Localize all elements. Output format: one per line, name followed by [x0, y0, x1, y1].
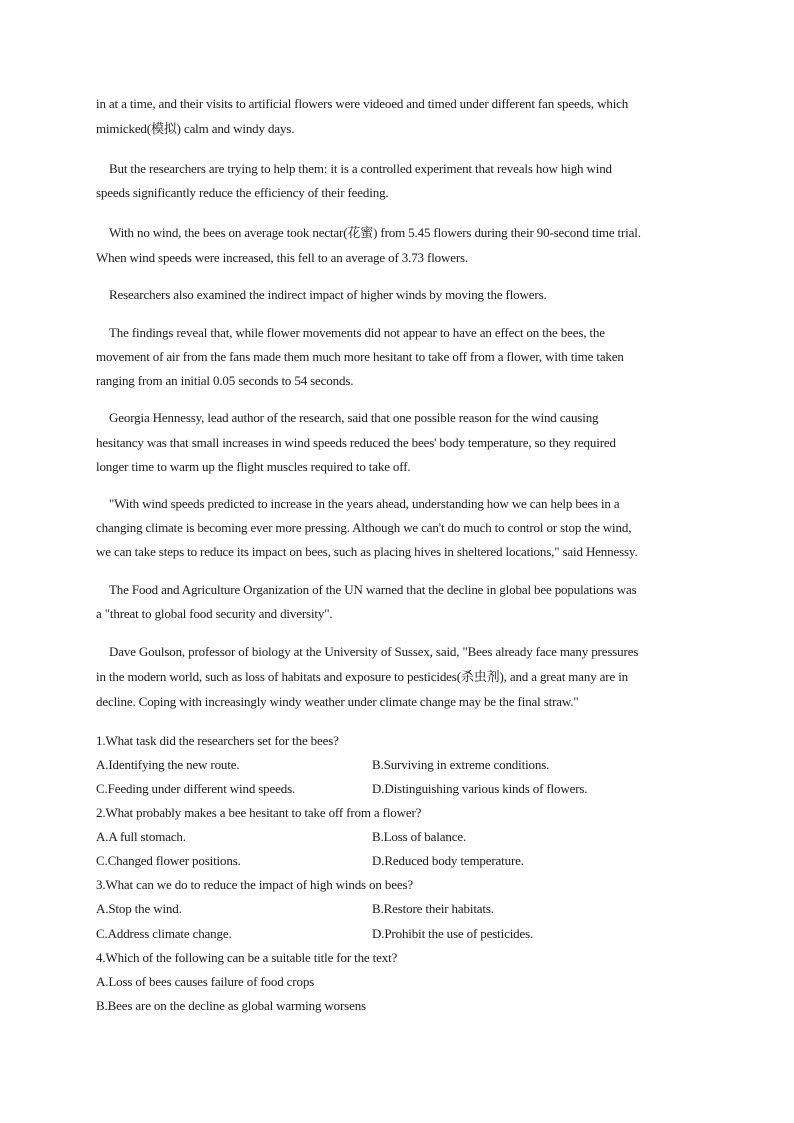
- question-3-option-b: B.Restore their habitats.: [372, 901, 494, 916]
- paragraph-6-line-3: longer time to warm up the flight muscles required to take off.: [96, 459, 411, 474]
- paragraph-8-line-2: a "threat to global food security and diversity".: [96, 606, 333, 621]
- paragraph-5-line-2: movement of air from the fans made them much more hesitant to take off from a flower, with time taken: [96, 349, 624, 364]
- paragraph-7-line-3: we can take steps to reduce its impact on bees, such as placing hives in sheltered locations," said Hennessy.: [96, 544, 638, 559]
- question-2-option-c: C.Changed flower positions.: [96, 853, 241, 868]
- question-2-option-d: D.Reduced body temperature.: [372, 853, 524, 868]
- question-1-stem: 1.What task did the researchers set for the bees?: [96, 733, 339, 748]
- question-1-option-c: C.Feeding under different wind speeds.: [96, 781, 296, 796]
- paragraph-9-line-1: Dave Goulson, professor of biology at the University of Sussex, said, "Bees already face many pressures: [109, 644, 639, 659]
- paragraph-6-line-2: hesitancy was that small increases in wind speeds reduced the bees' body temperature, so they required: [96, 435, 616, 450]
- paragraph-4-line-1: Researchers also examined the indirect impact of higher winds by moving the flowers.: [109, 287, 547, 302]
- paragraph-1-line-2: mimicked(模拟) calm and windy days.: [96, 121, 295, 136]
- question-4-option-b: B.Bees are on the decline as global warming worsens: [96, 998, 366, 1013]
- paragraph-3-line-2: When wind speeds were increased, this fell to an average of 3.73 flowers.: [96, 250, 469, 265]
- question-1-option-a: A.Identifying the new route.: [96, 757, 240, 772]
- question-2-option-b: B.Loss of balance.: [372, 829, 467, 844]
- paragraph-9-line-2: in the modern world, such as loss of habitats and exposure to pesticides(杀虫剂), and a great many are in: [96, 669, 629, 684]
- paragraph-5-line-1: The findings reveal that, while flower movements did not appear to have an effect on the bees, the: [109, 325, 605, 340]
- paragraph-3-line-1: With no wind, the bees on average took nectar(花蜜) from 5.45 flowers during their 90-second time trial.: [109, 225, 641, 240]
- paragraph-5-line-3: ranging from an initial 0.05 seconds to 54 seconds.: [96, 373, 354, 388]
- question-2-option-a: A.A full stomach.: [96, 829, 186, 844]
- question-4-option-a: A.Loss of bees causes failure of food crops: [96, 974, 315, 989]
- paragraph-1-line-1: in at a time, and their visits to artificial flowers were videoed and timed under different fan speeds, which: [96, 96, 629, 111]
- question-1-option-b: B.Surviving in extreme conditions.: [372, 757, 550, 772]
- question-3-stem: 3.What can we do to reduce the impact of high winds on bees?: [96, 877, 413, 892]
- paragraph-7-line-1: "With wind speeds predicted to increase in the years ahead, understanding how we can help bees in a: [109, 496, 620, 511]
- paragraph-2-line-1: But the researchers are trying to help them: it is a controlled experiment that reveals how high wind: [109, 161, 612, 176]
- paragraph-8-line-1: The Food and Agriculture Organization of the UN warned that the decline in global bee populations was: [109, 582, 637, 597]
- question-4-stem: 4.Which of the following can be a suitable title for the text?: [96, 950, 398, 965]
- question-3-option-c: C.Address climate change.: [96, 926, 232, 941]
- paragraph-6-line-1: Georgia Hennessy, lead author of the research, said that one possible reason for the wind causing: [109, 410, 599, 425]
- question-1-option-d: D.Distinguishing various kinds of flowers.: [372, 781, 588, 796]
- question-3-option-d: D.Prohibit the use of pesticides.: [372, 926, 534, 941]
- question-2-stem: 2.What probably makes a bee hesitant to take off from a flower?: [96, 805, 422, 820]
- paragraph-7-line-2: changing climate is becoming ever more pressing. Although we can't do much to control or stop the wind,: [96, 520, 632, 535]
- paragraph-2-line-2: speeds significantly reduce the efficiency of their feeding.: [96, 185, 389, 200]
- paragraph-9-line-3: decline. Coping with increasingly windy weather under climate change may be the final straw.": [96, 694, 579, 709]
- question-3-option-a: A.Stop the wind.: [96, 901, 182, 916]
